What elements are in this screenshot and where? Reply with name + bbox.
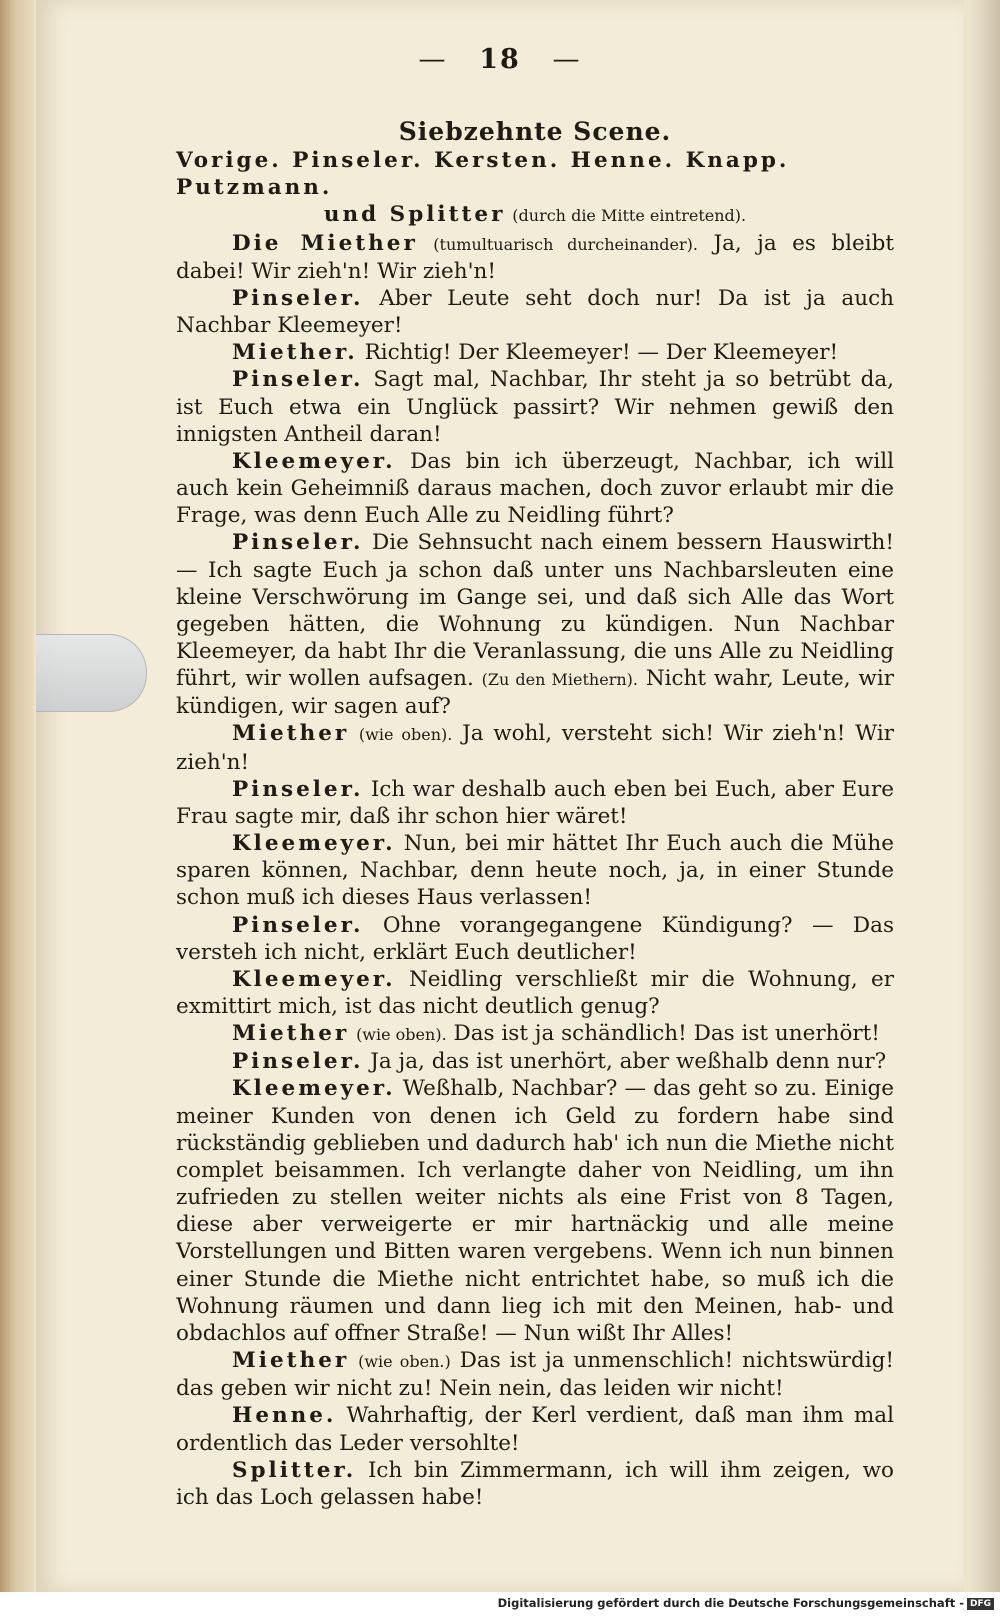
speaker-name: Splitter.: [232, 1457, 357, 1483]
dialogue-text: Ja ja, das ist unerhört, aber weßhalb denn nur?: [370, 1049, 887, 1075]
speaker-name: Miether: [232, 721, 350, 747]
dialogue-line: [176, 830, 894, 911]
dialogue-line: [176, 448, 894, 529]
speaker-name: Miether.: [232, 340, 358, 366]
dialogue-text: Nun, bei mir hättet Ihr Euch auch die Mühe sparen können, Nachbar, denn heute noch, ja, in einer Stunde schon muß ich dieses Haus verlassen!: [176, 831, 894, 911]
speaker-name: Kleemeyer.: [232, 1076, 396, 1102]
stage-direction: (wie oben).: [358, 725, 453, 745]
credit-text: Digitalisierung gefördert durch die Deutsche Forschungsgemeinschaft -: [497, 1596, 964, 1610]
dialogue-line: [176, 1402, 894, 1456]
speaker-name: Pinseler.: [232, 912, 364, 938]
speaker-name: Kleemeyer.: [232, 831, 396, 857]
dialogue-text: Das ist ja unmenschlich! nichtswürdig! das geben wir nicht zu! Nein nein, das leiden wir nicht!: [176, 1348, 894, 1402]
stage-direction: (tumultuarisch durcheinander).: [433, 234, 698, 254]
dialogue-line: [176, 285, 894, 339]
dialogue-text: Wahrhaftig, der Kerl verdient, daß man ihm mal ordentlich das Leder versohlte!: [176, 1403, 894, 1456]
stage-direction: (Zu den Miethern).: [481, 670, 638, 690]
speaker-name: Die Miether: [232, 230, 418, 256]
stage-direction: (wie oben.): [358, 1352, 451, 1372]
page-number: 18: [479, 44, 521, 75]
page-stack-edge: [968, 0, 1000, 1592]
speaker-name: Henne.: [232, 1403, 337, 1429]
stage-direction: (wie oben).: [356, 1025, 447, 1045]
dialogue-line: [176, 1075, 894, 1347]
cast-line-2: und Splitter: [323, 202, 506, 228]
cast-list: [176, 147, 894, 201]
speaker-name: Kleemeyer.: [232, 966, 396, 992]
dialogue-text: Weßhalb, Nachbar? — das geht so zu. Einige meiner Kunden von denen ich Geld zu fordern habe sind rückständig geblieben und dadurch hab' ich nun die Miethe nicht complet beisammen. Ich verlangte daher von Neidling, um ihn zufrieden zu stellen weiter nichts als eine Frist von 8 Tagen, diese aber verweigerte er mir hartnäckig und alle meine Vorstellungen und Bitten waren vergebens. Wenn ich nun binnen einer Stunde die Miethe nicht entrichtet habe, so muß ich die Wohnung räumen und dann lieg ich mit den Meinen, hab- und obdachlos auf offner Straße! — Nun wißt Ihr Alles!: [176, 1076, 895, 1346]
speaker-name: Pinseler.: [232, 1049, 364, 1075]
page-text: [176, 118, 894, 1511]
dialogue-text: Ja wohl, versteht sich! Wir zieh'n! Wir zieh'n!: [176, 721, 894, 775]
dialogue-line: [176, 230, 894, 285]
speaker-name: Pinseler.: [232, 776, 364, 802]
dialogue-text: Sagt mal, Nachbar, Ihr steht ja so betrübt da, ist Euch etwa ein Unglück passirt? Wir nehmen gewiß den innigsten Antheil daran!: [176, 367, 894, 447]
dialogue-line: [176, 1048, 894, 1075]
cast-line-1: Vorige. Pinseler. Kersten. Henne. Knapp. Putzmann.: [176, 148, 790, 201]
dfg-logo: DFG: [967, 1598, 994, 1610]
speaker-name: Pinseler.: [232, 367, 364, 393]
header-dash-right: —: [552, 44, 582, 75]
dialogue-line: [176, 1347, 894, 1402]
speaker-name: Kleemeyer.: [232, 448, 396, 474]
dialogue-line: [176, 912, 894, 966]
dialogue-text: Ja, ja es bleibt dabei! Wir zieh'n! Wir zieh'n!: [176, 230, 894, 284]
header-dash-left: —: [418, 44, 448, 75]
dialogue-text: Das bin ich überzeugt, Nachbar, ich will auch kein Geheimniß daraus machen, doch zuvor erlaubt mir die Frage, was denn Euch Alle zu Neidling führt?: [176, 448, 894, 529]
speaker-name: Pinseler.: [232, 285, 364, 311]
scene-title: Siebzehnte Scene.: [398, 117, 672, 146]
dialogue-line: [176, 529, 894, 720]
dialogue-text: Das ist ja schändlich! Das ist unerhört!: [453, 1021, 880, 1047]
dialogue-text: Ich bin Zimmermann, ich will ihm zeigen, wo ich das Loch gelassen habe!: [176, 1457, 894, 1510]
dialogue-line: [176, 720, 894, 775]
stage-direction: (durch die Mitte eintretend).: [512, 206, 747, 226]
dialogue-text: Die Sehnsucht nach einem bessern Hauswirth! — Ich sagte Euch ja schon daß unter uns Nachbarsleuten eine kleine Verschwörung im Gange sei, und daß sich Alle das Wort gegeben hätten, die Wohnung zu kündigen. Nun Nachbar Kleemeyer, da habt Ihr die Veranlassung, die uns Alle zu Neidling führt, wir wollen aufsagen.: [176, 530, 894, 692]
dialogue-text: Ich war deshalb auch eben bei Euch, aber Eure Frau sagte mir, daß ihr schon hier wäret!: [176, 776, 894, 829]
book-spine-edge: [0, 0, 34, 1592]
dialogue-text: Ohne vorangegangene Kündigung? — Das versteh ich nicht, erklärt Euch deutlicher!: [176, 912, 894, 965]
dialogue-line: [176, 776, 894, 830]
page-header: [0, 44, 1000, 75]
digitization-credit: [0, 1596, 994, 1616]
bookmark-clip: [36, 634, 147, 712]
dialogue-line: [176, 1020, 894, 1048]
cast-list-continued: [176, 201, 894, 229]
dialogue-text: Neidling verschließt mir die Wohnung, er exmittirt mich, ist das nicht deutlich genug?: [176, 966, 894, 1019]
dialogue-text: Aber Leute seht doch nur! Da ist ja auch Nachbar Kleemeyer!: [176, 285, 894, 339]
dialogue-line: [176, 339, 894, 366]
dialogue-text: Richtig! Der Kleemeyer! — Der Kleemeyer!: [364, 340, 839, 366]
dialogue-line: [176, 366, 894, 447]
speaker-name: Miether: [232, 1021, 350, 1047]
dialogue-text-continued: Nicht wahr, Leute, wir kündigen, wir sagen auf?: [176, 666, 894, 720]
speaker-name: Miether: [232, 1348, 350, 1374]
dialogue-line: [176, 966, 894, 1020]
speaker-name: Pinseler.: [232, 530, 364, 556]
dialogue-line: [176, 1457, 894, 1511]
